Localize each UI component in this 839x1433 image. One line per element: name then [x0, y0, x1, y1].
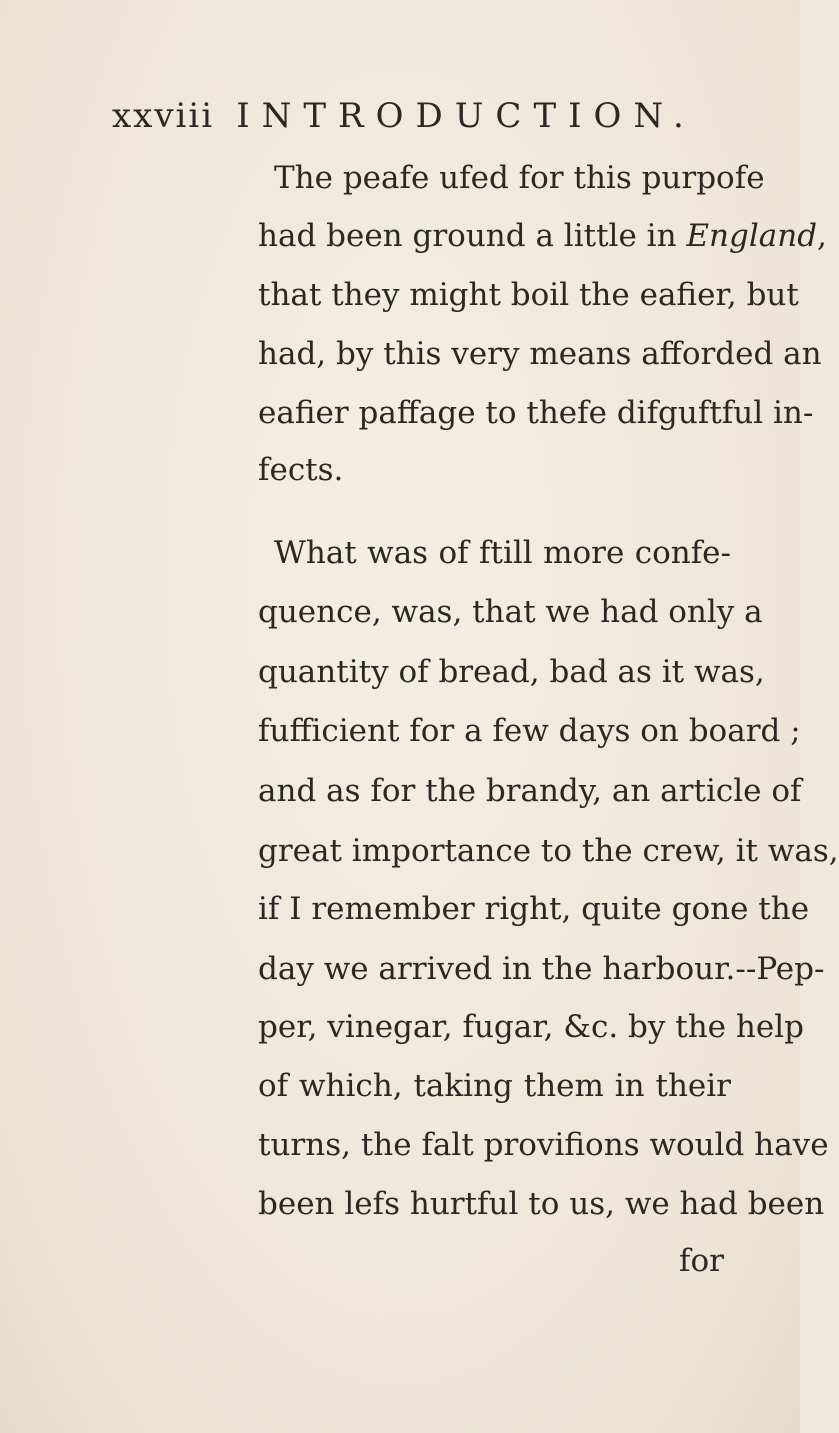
text-line: great importance to the crew, it was,	[258, 833, 839, 869]
page-header	[112, 96, 732, 136]
text-line: been lefs hurtful to us, we had been	[258, 1186, 825, 1222]
text-line: turns, the falt provifions would have	[258, 1127, 829, 1163]
text-line: per, vinegar, fugar, &c. by the help	[258, 1009, 804, 1045]
text-line: What was of ftill more confe-	[274, 535, 731, 571]
text-line: day we arrived in the harbour.--Pep-	[258, 951, 825, 987]
text-line: eafier paffage to thefe difguftful in-	[258, 395, 814, 431]
text-line: and as for the brandy, an article of	[258, 773, 802, 809]
text-line: of which, taking them in their	[258, 1068, 731, 1104]
text-line: The peafe ufed for this purpofe	[274, 160, 765, 196]
text-line: that they might boil the eafier, but	[258, 277, 799, 313]
text-line: if I remember right, quite gone the	[258, 891, 810, 927]
text-line: quantity of bread, bad as it was,	[258, 654, 765, 690]
text-line-england: had been ground a little in England,	[258, 218, 827, 254]
text-line: fects.	[258, 452, 344, 488]
text-line: quence, was, that we had only a	[258, 594, 763, 630]
text-line: fufficient for a few days on board ;	[258, 713, 801, 749]
italic-word: England	[686, 218, 818, 254]
catchword: for	[679, 1243, 724, 1279]
text-line	[258, 218, 827, 261]
text-line: had, by this very means afforded an	[258, 336, 822, 372]
running-title: INTRODUCTION.	[236, 96, 696, 136]
page-number: xxviii	[112, 96, 215, 136]
